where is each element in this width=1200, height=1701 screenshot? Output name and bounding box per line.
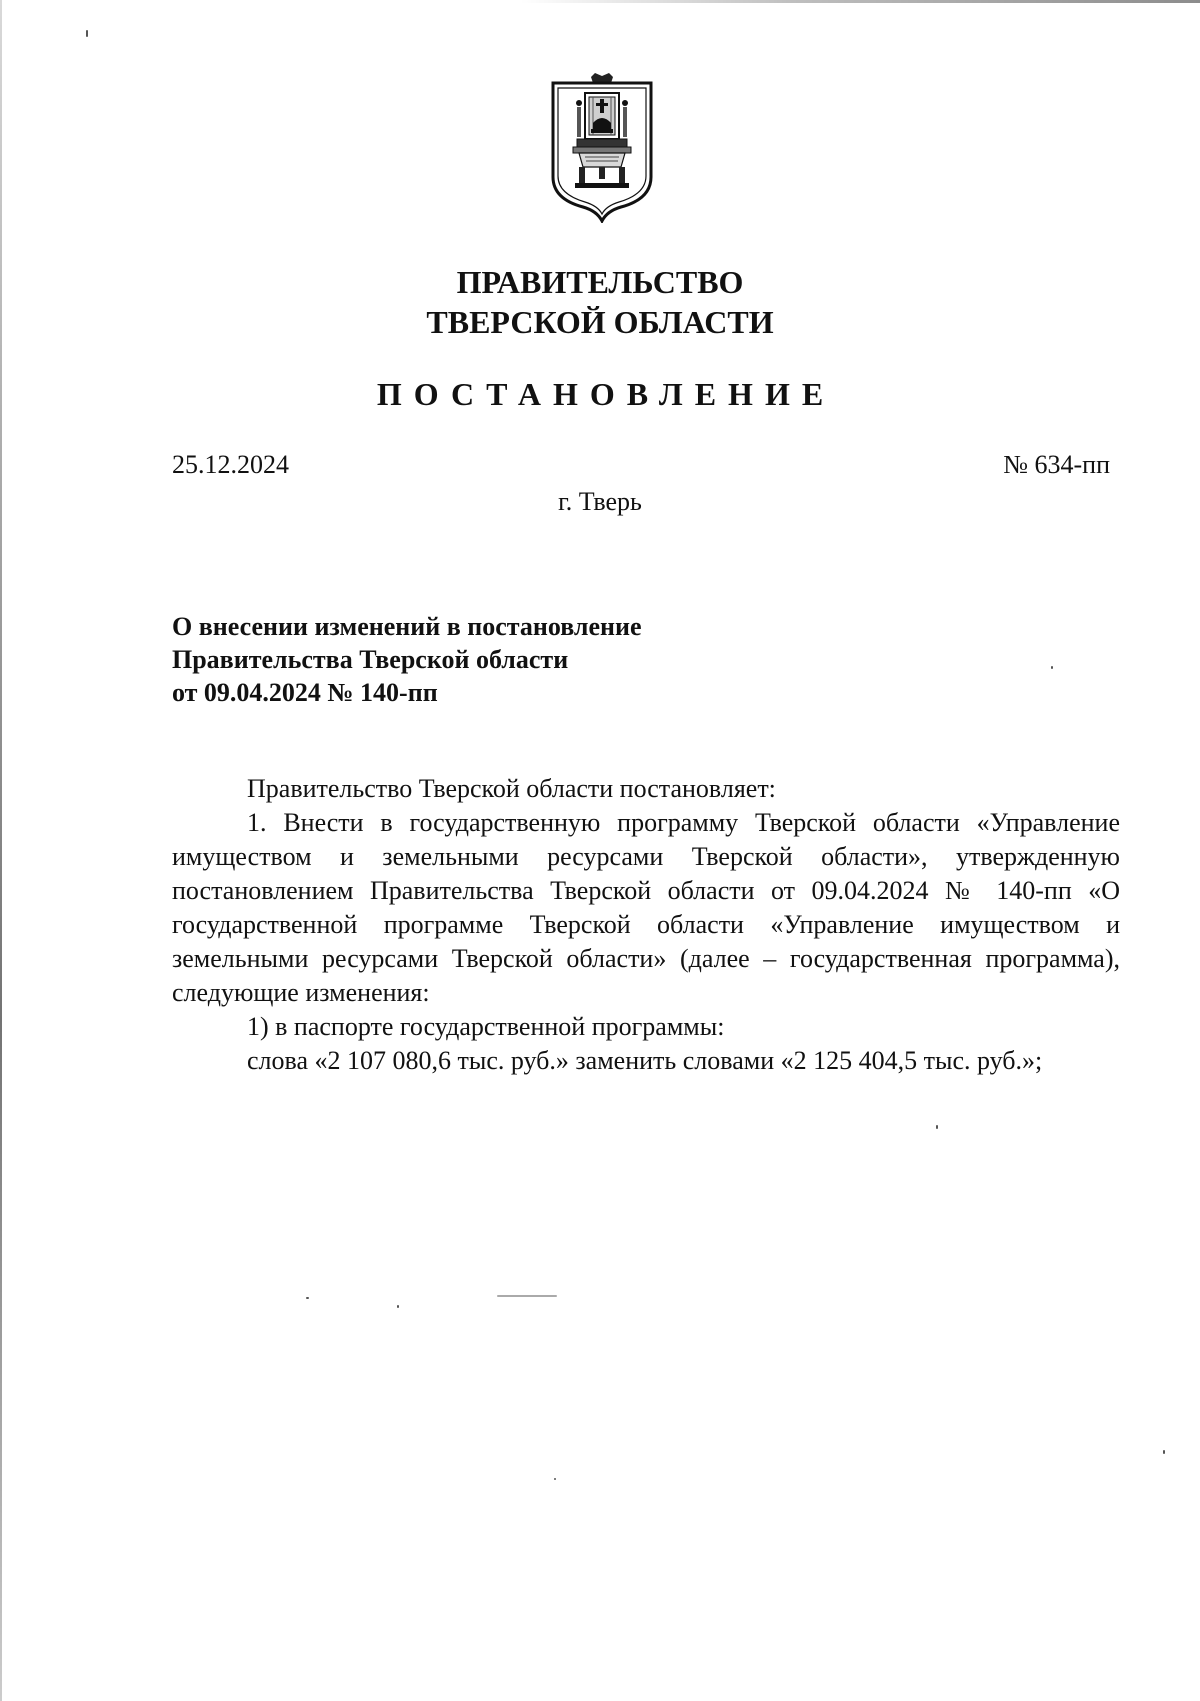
body-paragraph-3: 1) в паспорте государственной программы: — [247, 1012, 725, 1041]
scan-speck — [1051, 666, 1053, 669]
scan-speck — [1163, 1450, 1165, 1454]
scan-edge-left — [0, 0, 2, 1701]
document-subject — [172, 610, 642, 709]
government-title-line-2: ТВЕРСКОЙ ОБЛАСТИ — [426, 304, 774, 340]
government-title-line-1: ПРАВИТЕЛЬСТВО — [456, 264, 744, 300]
scan-speck — [397, 1305, 399, 1308]
document-number: № 634-пп — [1003, 450, 1110, 479]
tver-coat-of-arms-icon — [549, 73, 655, 223]
scan-edge-top — [520, 0, 1200, 3]
document-type-title: ПОСТАНОВЛЕНИЕ — [376, 376, 836, 412]
body-paragraph-2: 1. Внести в государственную программу Тверской области «Управление имуществом и земельными ресурсами Тверской области», утвержденную постановлением Правительства Тверской области от 09.04.2024 № 140-пп «О государственной программе Тверской области «Управление имуществом и земельными ресурсами Тверской области» (далее – государственная программа), следующие изменения: — [172, 808, 1120, 1007]
document-body — [172, 772, 1120, 1078]
scan-speck — [86, 30, 88, 37]
subject-line-3: от 09.04.2024 № 140-пп — [172, 678, 438, 707]
body-paragraph-4: слова «2 107 080,6 тыс. руб.» заменить словами «2 125 404,5 тыс. руб.»; — [247, 1046, 1043, 1075]
subject-line-2: Правительства Тверской области — [172, 645, 569, 674]
scan-speck — [306, 1297, 309, 1299]
document-date: 25.12.2024 — [172, 450, 289, 479]
scan-speck — [554, 1478, 556, 1480]
scan-speck — [936, 1125, 938, 1129]
document-city: г. Тверь — [558, 487, 642, 516]
scan-speck — [497, 1295, 557, 1297]
body-paragraph-1: Правительство Тверской области постановляет: — [247, 774, 776, 803]
subject-line-1: О внесении изменений в постановление — [172, 612, 642, 641]
